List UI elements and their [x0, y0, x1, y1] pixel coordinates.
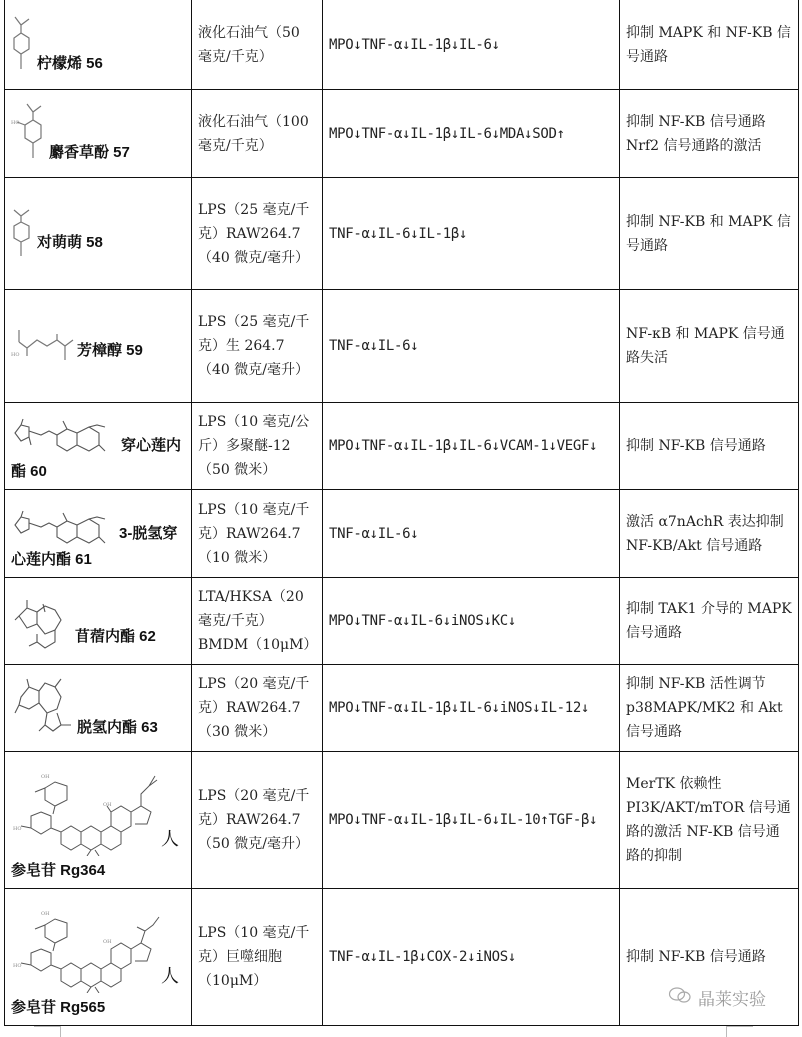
compound-cell: [5, 90, 192, 178]
svg-text:OH: OH: [103, 939, 112, 945]
compound-name: 对萌萌 58: [37, 233, 103, 251]
compound-name: 柠檬烯 56: [37, 54, 103, 72]
compound-name-line1: 3-脱氢穿: [119, 525, 178, 542]
condition-cell: 液化石油气（50 毫克/千克）: [192, 0, 323, 90]
table-row: [5, 490, 799, 578]
condition-cell: LPS（25 毫克/千克）生 264.7（40 微克/毫升）: [192, 290, 323, 403]
svg-text:OH: OH: [41, 774, 50, 780]
condition-cell: LPS（20 毫克/千克）RAW264.7（30 微米）: [192, 665, 323, 752]
watermark: [668, 985, 766, 1010]
condition-cell: LPS（20 毫克/千克）RAW264.7（50 微克/毫升）: [192, 752, 323, 889]
watermark-text: 晶莱实验: [698, 990, 766, 1010]
compound-name-line2: 心莲内酯 61: [11, 551, 92, 568]
condition-cell: LTA/HKSA（20 毫克/千克）BMDM（10μM）: [192, 578, 323, 665]
svg-text:HO: HO: [11, 352, 20, 358]
mechanism-cell: 抑制 NF-ΚB 信号通路: [620, 403, 799, 490]
compound-cell: [5, 578, 192, 665]
compound-name: 苜蓿内酯 62: [75, 628, 156, 645]
compound-cell: [5, 403, 192, 490]
compound-cell: [5, 752, 192, 889]
markers-cell: MPO↓TNF-α↓IL-1β↓IL-6↓: [323, 0, 620, 90]
andrographolide-structure-icon: [11, 413, 115, 461]
condition-cell: LPS（25 毫克/千克）RAW264.7（40 微克/毫升）: [192, 178, 323, 290]
mechanism-cell: 抑制 MAPK 和 NF-ΚB 信号通路: [620, 0, 799, 90]
mechanism-text: MerTK 依赖性 PI3K/AKT/mTOR 信号通路的激活 NF-ΚB 信号通路的抑制: [626, 776, 791, 864]
compound-cell: [5, 889, 192, 1026]
dehydroandrographolide-structure-icon: [11, 505, 115, 549]
lactone-structure-icon: [11, 590, 75, 652]
ginsenoside-rg5-structure-icon: [11, 903, 185, 993]
compound-name: 芳樟醇 59: [77, 342, 143, 359]
table-row: [5, 0, 799, 90]
compound-cell: [5, 0, 192, 90]
markers-cell: MPO↓TNF-α↓IL-1β↓IL-6↓VCAM-1↓VEGF↓: [323, 403, 620, 490]
table-row: [5, 90, 799, 178]
thymol-structure-icon: [11, 100, 47, 168]
condition-cell: LPS（10 毫克/公斤）多聚醚-12（50 微米）: [192, 403, 323, 490]
compound-name-line2: 酯 60: [11, 463, 47, 480]
compound-cell: [5, 665, 192, 752]
condition-cell: LPS（10 毫克/千克）RAW264.7（10 微米）: [192, 490, 323, 578]
markers-cell: TNF-α↓IL-1β↓COX-2↓iNOS↓: [323, 889, 620, 1026]
mechanism-cell: NF-κB 和 MAPK 信号通路失活: [620, 290, 799, 403]
limonene-structure-icon: [11, 11, 35, 79]
mechanism-cell: 抑制 NF-ΚB 信号通路: [620, 889, 799, 1026]
markers-cell: TNF-α↓IL-6↓: [323, 490, 620, 578]
svg-text:OH: OH: [41, 911, 50, 917]
svg-text:HO: HO: [13, 826, 22, 832]
mechanism-cell: 抑制 NF-ΚB 和 MAPK 信号通路: [620, 178, 799, 290]
compound-name: 麝香草酚 57: [49, 143, 130, 161]
svg-text:HO: HO: [11, 119, 20, 126]
markers-cell: MPO↓TNF-α↓IL-1β↓IL-6↓iNOS↓IL-12↓: [323, 665, 620, 752]
p-cymene-structure-icon: [11, 206, 35, 262]
person-glyph: 人: [161, 829, 179, 850]
table-row: [5, 578, 799, 665]
markers-cell: MPO↓TNF-α↓IL-6↓iNOS↓KC↓: [323, 578, 620, 665]
mechanism-cell: 激活 α7nAchR 表达抑制 NF-ΚB/Akt 信号通路: [620, 490, 799, 578]
table-row: [5, 403, 799, 490]
svg-text:HO: HO: [13, 963, 22, 969]
compound-name: 参皂苷 Rg565: [11, 999, 106, 1016]
markers-cell: TNF-α↓IL-6↓IL-1β↓: [323, 178, 620, 290]
compound-name: 脱氢内酯 63: [77, 719, 158, 736]
markers-cell: TNF-α↓IL-6↓: [323, 290, 620, 403]
ginsenoside-rg3-structure-icon: [11, 766, 185, 856]
table-row: [5, 178, 799, 290]
mechanism-cell: 抑制 NF-ΚB 活性调节 p38MAPK/MK2 和 Akt 信号通路: [620, 665, 799, 752]
condition-cell: LPS（10 毫克/千克）巨噬细胞（10μM）: [192, 889, 323, 1026]
markers-cell: MPO↓TNF-α↓IL-1β↓IL-6↓MDA↓SOD↑: [323, 90, 620, 178]
compound-name: 参皂苷 Rg364: [11, 862, 106, 879]
compound-name-line1: 穿心莲内: [121, 437, 182, 454]
dehydrocostus-lactone-structure-icon: [11, 673, 77, 743]
table-row: [5, 752, 799, 889]
svg-text:OH: OH: [103, 802, 112, 808]
compound-cell: [5, 490, 192, 578]
mechanism-cell: 抑制 NF-ΚB 信号通路 Nrf2 信号通路的激活: [620, 90, 799, 178]
compound-cell: [5, 178, 192, 290]
person-glyph: 人: [161, 966, 179, 987]
condition-cell: 液化石油气（100 毫克/千克）: [192, 90, 323, 178]
wechat-icon: [668, 986, 692, 1009]
linalool-structure-icon: [11, 326, 75, 366]
compound-cell: [5, 290, 192, 403]
mechanism-cell: [620, 752, 799, 889]
markers-cell: MPO↓TNF-α↓IL-1β↓IL-6↓IL-10↑TGF-β↓: [323, 752, 620, 889]
mechanism-cell: 抑制 TAK1 介导的 MAPK 信号通路: [620, 578, 799, 665]
table-row: [5, 290, 799, 403]
table-row: [5, 665, 799, 752]
compound-table: [4, 0, 799, 1026]
